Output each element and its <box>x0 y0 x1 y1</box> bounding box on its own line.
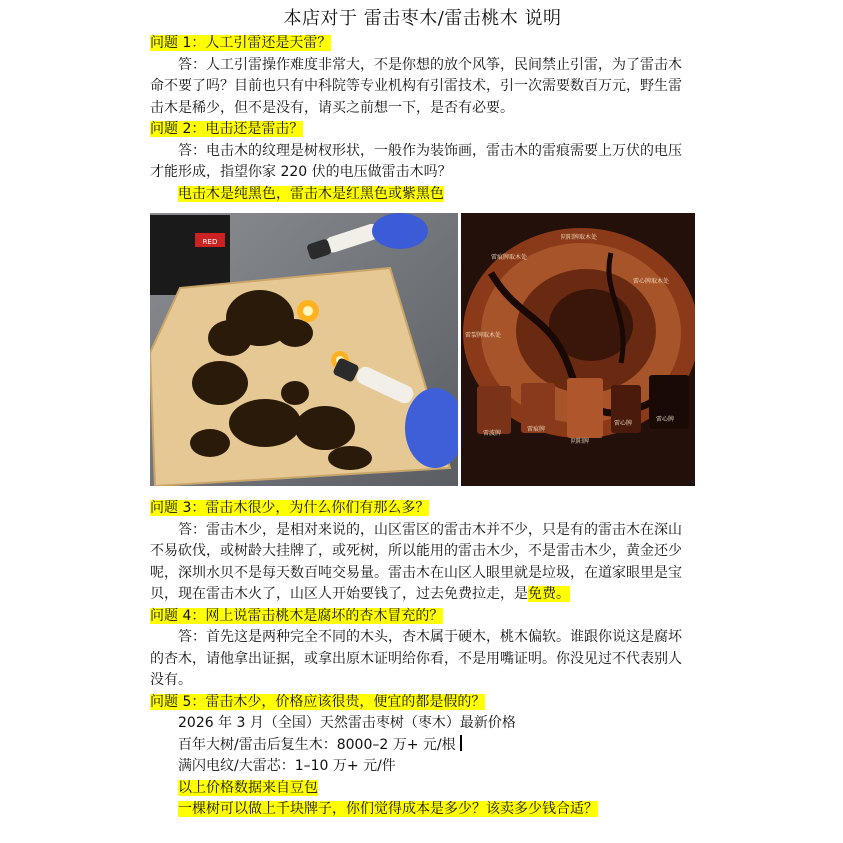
label-leixin-1: 雷心牌 <box>614 420 633 427</box>
question-4-label: 问题 4：网上说雷击桃木是腐坏的杏木冒充的？ <box>150 607 444 624</box>
label-leixin-source: 雷心牌取木处 <box>633 278 670 285</box>
answer-3 <box>150 520 695 606</box>
price-source <box>150 778 695 800</box>
label-leixin-2: 雷心牌 <box>656 416 675 423</box>
label-leibo: 雷波牌 <box>483 430 502 437</box>
document <box>150 0 695 821</box>
price-line-1: 2026 年 3 月（全国）天然雷击枣树（枣木）最新价格 <box>178 715 516 731</box>
question-1-label: 问题 1：人工引雷还是天雷？ <box>150 35 332 51</box>
glove-top <box>372 213 428 249</box>
label-yinyang-source: 阴阳牌取木处 <box>560 234 598 241</box>
sample-block <box>567 378 603 438</box>
label-leilie-source: 雷裂牌取木处 <box>465 332 502 339</box>
electric-burn-photo <box>150 213 458 486</box>
closing-question-text: 一棵树可以做上千块牌子，你们觉得成本是多少？该卖多少钱合适？ <box>178 801 598 817</box>
question-5 <box>150 692 695 714</box>
toolbox <box>150 215 230 295</box>
lightning-wood-photo <box>461 213 695 486</box>
label-yinyang: 阴阳牌 <box>571 438 590 445</box>
question-4 <box>150 606 695 628</box>
question-1 <box>150 33 695 55</box>
price-line-2-text: 百年大树/雷击后复生木：8000–2 万+ 元/根 <box>178 736 456 753</box>
label-leihen-source: 雷痕牌取木处 <box>491 254 528 261</box>
price-line-3: 满闪电纹/大雷芯：1–10 万+ 元/件 <box>178 758 396 774</box>
warning-label-text: RED <box>202 238 218 246</box>
price-source-text: 以上价格数据来自豆包 <box>178 779 318 796</box>
label-leihen: 雷痕牌 <box>527 426 546 433</box>
question-3 <box>150 498 695 520</box>
answer-4: 答：首先这是两种完全不同的木头，杏木属于硬木，桃木偏软。谁跟你说这是腐坏的杏木，请他拿出证据，或拿出原木证明给你看，不是用嘴证明。你没见过不代表别人没有。 <box>150 629 682 688</box>
answer-2-note-text: 电击木是纯黑色，雷击木是红黑色或紫黑色 <box>178 185 444 202</box>
price-line-2 <box>150 735 695 757</box>
answer-2-note <box>150 184 695 206</box>
lightning-wood-illustration <box>461 213 695 486</box>
text-cursor <box>460 735 462 751</box>
answer-3-tail: 免费。 <box>528 586 570 602</box>
electric-burn-illustration <box>150 213 458 486</box>
question-3-label: 问题 3：雷击木很少，为什么你们有那么多？ <box>150 500 430 516</box>
question-2-label: 问题 2：电击还是雷击？ <box>150 121 304 137</box>
answer-3-text: 答：雷击木少，是相对来说的，山区雷区的雷击木并不少，只是有的雷击木在深山不易砍伐，或树龄大挂牌了，或死树，所以能用的雷击木少，不是雷击木少，黄金还少呢，深圳水贝不是每天数百吨交易量。雷击木在山区人眼里就是垃圾，在道家眼里是宝贝，现在雷击木火了，山区人开始要钱了，过去免费拉走，是 <box>150 521 682 602</box>
sample-block <box>477 386 511 434</box>
answer-1: 答：人工引雷操作难度非常大，不是你想的放个风筝，民间禁止引雷，为了雷击木命不要了吗？目前也只有中科院等专业机构有引雷技术，引一次需要数百万元，野生雷击木是稀少，但不是没有，请买之前想一下，是否有必要。 <box>150 56 682 116</box>
closing-question <box>150 799 695 821</box>
answer-2: 答：电击木的纹理是树杈形状，一般作为装饰画，雷击木的雷痕需要上万伏的电压才能形成，指望你家 220 伏的电压做雷击木吗？ <box>150 142 682 180</box>
question-5-label: 问题 5：雷击木少，价格应该很贵，便宜的都是假的？ <box>150 693 486 710</box>
photo-row <box>150 213 695 486</box>
question-2 <box>150 119 695 141</box>
page-title: 本店对于 雷击枣木/雷击桃木 说明 <box>283 8 562 29</box>
